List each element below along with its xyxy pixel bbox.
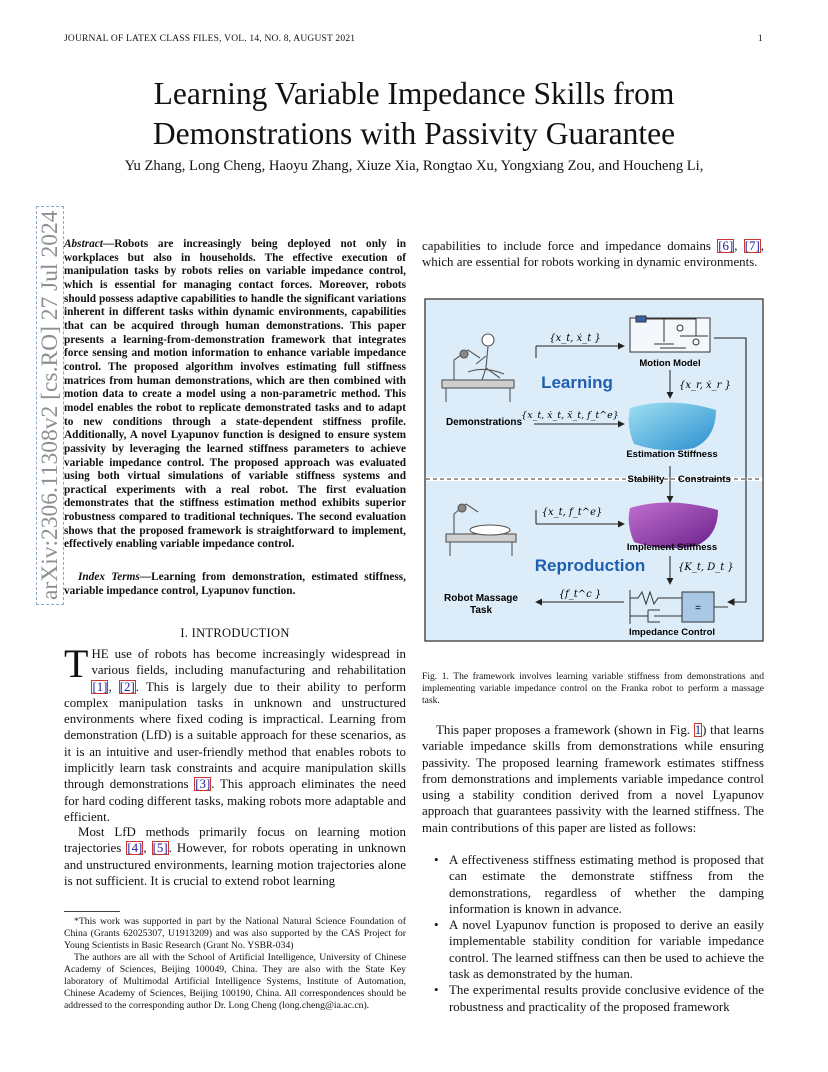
reproduction-label: Reproduction — [534, 556, 646, 575]
implement-stiffness-label: Implement Stiffness — [626, 542, 718, 553]
paper-title — [40, 74, 788, 154]
learning-label: Learning — [541, 373, 613, 392]
figure-caption: Fig. 1. The framework involves learning variable stiffness from demonstrations and implementing variable impedance control on the Franka robot to perform a massage task. — [422, 671, 764, 707]
motion-model-diagram — [630, 316, 710, 352]
list-item: • A novel Lyapunov function is proposed to derive an easily implementable stability condition for variable impedance control. The learned stiffness can then be used to achieve the task as demonstrated by the human. — [422, 917, 764, 982]
state-label: {x_t, ẋ_t } — [549, 333, 601, 344]
running-header: JOURNAL OF LATEX CLASS FILES, VOL. 14, NO. 8, AUGUST 2021 — [64, 34, 356, 44]
intro-text: . This approach eliminates the need for hard coding different tasks, making robots more adaptable and efficient. — [64, 777, 406, 824]
impedance-control-label: Impedance Control — [628, 627, 716, 638]
funding-note: *This work was supported in part by the National Natural Science Foundation of China (Grants 62025307, U1913209) and was also supported by the CAS Project for Young Scientists in Basic Research (Grant No. YSBR-034) — [64, 916, 406, 952]
citation-link[interactable]: [6] — [718, 239, 734, 253]
page-number: 1 — [758, 34, 763, 44]
intro-text: Most LfD methods primarily focus on learning motion trajectories — [64, 825, 406, 856]
constraints-label: Constraints — [678, 474, 731, 485]
robot-task-label-line-2: Task — [469, 605, 493, 616]
abstract — [64, 238, 406, 552]
intro-paragraph-1: THE use of robots has become increasingly widespread in various fields, including manufacturing and rehabilitation [1], [2]. This is largely due to their ability to perform complex manipulation tasks in unknown and unstructured environments where fixed coding is impractical. Learning from demonstration (LfD) is a suitable approach for these scenarios, as it is an intuitive and user-friendly method that enables robots to implicitly learn task constraints and acquire manipulation skills through demonstrations [3]. This approach eliminates the need for hard coding different tasks, making robots more adaptable and efficient. — [64, 641, 406, 824]
intro-text: HE use of robots has become increasingly widespread in various fields, including manufacturing and rehabilitation — [91, 647, 406, 678]
index-terms — [64, 571, 406, 598]
intro-text: capabilities to include force and impedance domains — [422, 239, 718, 253]
abstract-lead: Abstract — [64, 238, 103, 250]
paragraph-text: This paper proposes a framework (shown in Fig. — [436, 723, 694, 737]
intro-text: . However, for robots operating in unknown and unstructured environments, learning motion trajectories alone is not sufficient. It is crucial to extend robot learning — [64, 841, 406, 888]
figure-reference-link[interactable]: 1 — [694, 723, 702, 737]
index-terms-lead: Index Terms — [78, 571, 140, 583]
drop-cap: T — [64, 641, 89, 686]
citation-link[interactable]: [1] — [92, 679, 108, 694]
contribution-list — [422, 852, 764, 1015]
mass-block-label: = — [695, 603, 701, 614]
list-item: • The experimental results provide conclusive evidence of the robustness and practicality of the proposed framework — [422, 982, 764, 1015]
contribution-intro-paragraph — [422, 722, 764, 836]
citation-link[interactable]: [2] — [119, 679, 135, 694]
abstract-text: —Robots are increasingly being deployed not only in workplaces but also in households. The effective execution of manipulation tasks by robots relies on variable impedance control, which is essential for managing contact forces. Moreover, robots should possess adaptive capabilities to handle the significant variations inherent in different tasks within dynamic environments, capabilities that can be acquired through human demonstrations. This paper presents a learning-from-demonstration framework that integrates force sensing and motion information to enhance variable impedance control. The proposed algorithm involves estimating full stiffness matrices from human demonstrations, which are then combined with motion data to create a model using a non-parametric method. This model enables the robot to replicate demonstrated tasks and to adapt to new conditions through a state-dependent stiffness profile. Additionally, A novel Lyapunov function is designed to ensure system passivity by leveraging the learned stiffness parameters to achieve variable impedance control. The proposed approach was evaluated using both virtual simulations of variable stiffness systems and practical experiments with a real robot. The first evaluation demonstrates that the stiffness estimation method exhibits superior robustness compared to traditional techniques. The second evaluation shows that the proposed framework is straightforward to implement, effectively enabling variable impedance control. — [64, 238, 406, 551]
index-terms-text: —Learning from demonstration, estimated stiffness, variable impedance control, Lyapunov function. — [64, 571, 406, 597]
section-heading-introduction: I. INTRODUCTION — [180, 626, 290, 640]
control-force-label: {f_t^c } — [558, 589, 602, 600]
intro-paragraph-2: Most LfD methods primarily focus on learning motion trajectories [4], [5]. However, for robots operating in unknown and unstructured environments, learning motion trajectories alone is not sufficient. It is crucial to extend robot learning — [64, 825, 406, 888]
citation-link[interactable]: [3] — [195, 777, 211, 792]
intro-text: . This is largely due to their ability to perform complex manipulation tasks in unknown and unstructured environments where fixed coding is impractical. Learning from demonstration (LfD) is a suitable approach for these scenarios, as it is an intuitive and user-friendly method that enables robots to implicitly learn task constraints and acquire manipulation skills through demonstrations — [64, 679, 406, 792]
estimation-stiffness-label: Estimation Stiffness — [626, 449, 718, 460]
list-item: • A effectiveness stiffness estimating method is proposed that can estimate the demonstrate stiffness from the demonstrations, regardless of whether the damping information is known in advance. — [422, 852, 764, 917]
demonstrations-label: Demonstrations — [445, 417, 523, 428]
gain-label: {K_t, D_t } — [678, 562, 734, 573]
demonstration-data-label: {x_t, ẋ_t, ẍ_t, f_t^e} — [521, 410, 619, 421]
intro-paragraph-2-continued: capabilities to include force and impedance domains [6], [7], which are essential for robots working in dynamic environments. — [422, 239, 764, 270]
footnote-divider — [64, 911, 120, 912]
stability-label: Stability — [627, 474, 665, 485]
intro-text: , which are essential for robots working in dynamic environments. — [422, 239, 764, 270]
citation-link[interactable]: [7] — [744, 239, 760, 253]
citation-link[interactable]: [4] — [127, 841, 143, 856]
robot-task-label-line-1: Robot Massage — [444, 593, 518, 604]
footnote — [64, 916, 406, 1012]
affiliation-note: The authors are all with the School of Artificial Intelligence, University of Chinese Academy of Sciences, Beijing 100049, China. They are also with the State Key laboratory of Multimodal Artificial Intelligence Systems, Institute of Automation, Chinese Academy of Sciences, Beijing 100190, China. All correspondences should be addressed to the corresponding author Dr. Long Cheng (long.cheng@ia.ac.cn). — [64, 952, 406, 1012]
reference-state-label: {x_r, ẋ_r } — [679, 380, 732, 391]
arxiv-watermark[interactable]: arXiv:2306.11308v2 [cs.RO] 27 Jul 2024 — [36, 206, 64, 605]
state-force-label: {x_t, f_t^e} — [541, 507, 603, 518]
motion-model-label: Motion Model — [639, 358, 701, 369]
citation-link[interactable]: [5] — [152, 841, 168, 856]
title-line-1: Learning Variable Impedance Skills from — [153, 76, 675, 111]
paragraph-text: ) that learns variable impedance skills from demonstrations while ensuring passivity. The proposed learning framework estimates stiffness from demonstrations and implements variable impedance control using a stability condition derived from a novel Lyapunov approach that guarantees passivity with the learned stiffness. The main contributions of this paper are listed as follows: — [422, 723, 764, 835]
framework-figure — [424, 298, 764, 642]
author-list: Yu Zhang, Long Cheng, Haoyu Zhang, Xiuze Xia, Rongtao Xu, Yongxiang Zou, and Houcheng Li, — [124, 158, 704, 174]
title-line-2: Demonstrations with Passivity Guarantee — [152, 116, 676, 151]
